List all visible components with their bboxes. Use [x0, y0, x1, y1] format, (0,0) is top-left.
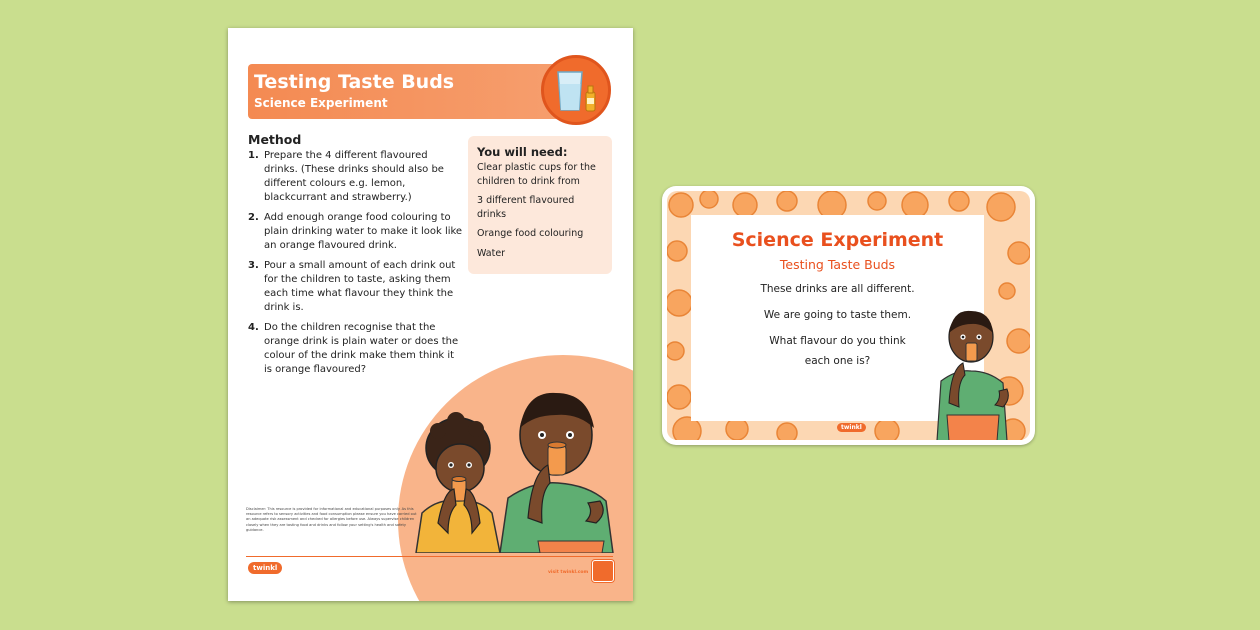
- slide-card: [662, 186, 1035, 445]
- visit-link[interactable]: visit twinkl.com: [548, 570, 589, 575]
- step-number: 3.: [248, 260, 259, 271]
- needs-item: Clear plastic cups for the children to drink from: [477, 162, 596, 187]
- slide-line-1: These drinks are all different.: [760, 283, 915, 295]
- step-text: Add enough orange food colouring to plain drinking water to make it look like an orange flavoured drink.: [264, 212, 463, 251]
- needs-item: Water: [477, 247, 506, 259]
- needs-item: Orange food colouring: [477, 228, 584, 239]
- worksheet-title: Testing Taste Buds: [254, 71, 455, 93]
- needs-item: 3 different flavoured drinks: [477, 195, 575, 220]
- twinkl-logo-small: twinkl: [837, 423, 866, 432]
- step-number: 2.: [248, 212, 259, 223]
- worksheet-subtitle: Science Experiment: [254, 96, 388, 110]
- method-step: [248, 321, 463, 377]
- step-number: 4.: [248, 322, 259, 333]
- slide-line-3: What flavour do you think: [769, 335, 906, 347]
- children-drinking-illustration: [408, 373, 633, 553]
- slide-line-4: each one is?: [804, 355, 871, 367]
- you-will-need-box: [468, 136, 612, 274]
- method-step: [248, 149, 463, 205]
- slide-line-2: We are going to taste them.: [763, 309, 912, 321]
- step-number: 1.: [248, 150, 259, 161]
- disclaimer-text: Disclaimer: This resource is provided for informational and educational purposes only. As this resource refers to sensory activities and food consumption please ensure you have carried out an adequate risk assessment and checked for allergies before use. Always supervise children closely when they are tasting food and drinks and follow your setting's health and safety guidance.: [246, 507, 417, 532]
- step-text: Prepare the 4 different flavoured drinks. (These drinks should also be different colours e.g. lemon, blackcurrant and strawberry.): [264, 150, 444, 203]
- twinkl-logo: twinkl: [248, 562, 282, 574]
- worksheet-page: [228, 28, 633, 601]
- method-heading: Method: [248, 132, 302, 147]
- step-text: Pour a small amount of each drink out for the children to taste, asking them each time what flavour they think the drink is.: [264, 260, 456, 313]
- step-text: Do the children recognise that the orange drink is plain water or does the colour of the drink make them think it is orange flavoured?: [264, 322, 459, 375]
- footer-divider: [246, 556, 613, 557]
- quality-badge-icon: [592, 560, 614, 582]
- method-list: [248, 149, 463, 383]
- method-step: [248, 259, 463, 315]
- slide-background: [667, 191, 1030, 440]
- needs-heading: You will need:: [477, 145, 568, 159]
- method-step: [248, 211, 463, 253]
- boy-illustration: [500, 393, 613, 553]
- slide-title: Science Experiment: [731, 229, 944, 251]
- cup-icon: [541, 55, 611, 125]
- boy-drinking-illustration: [929, 303, 1011, 440]
- slide-subtitle: Testing Taste Buds: [779, 257, 896, 272]
- girl-illustration: [416, 412, 500, 553]
